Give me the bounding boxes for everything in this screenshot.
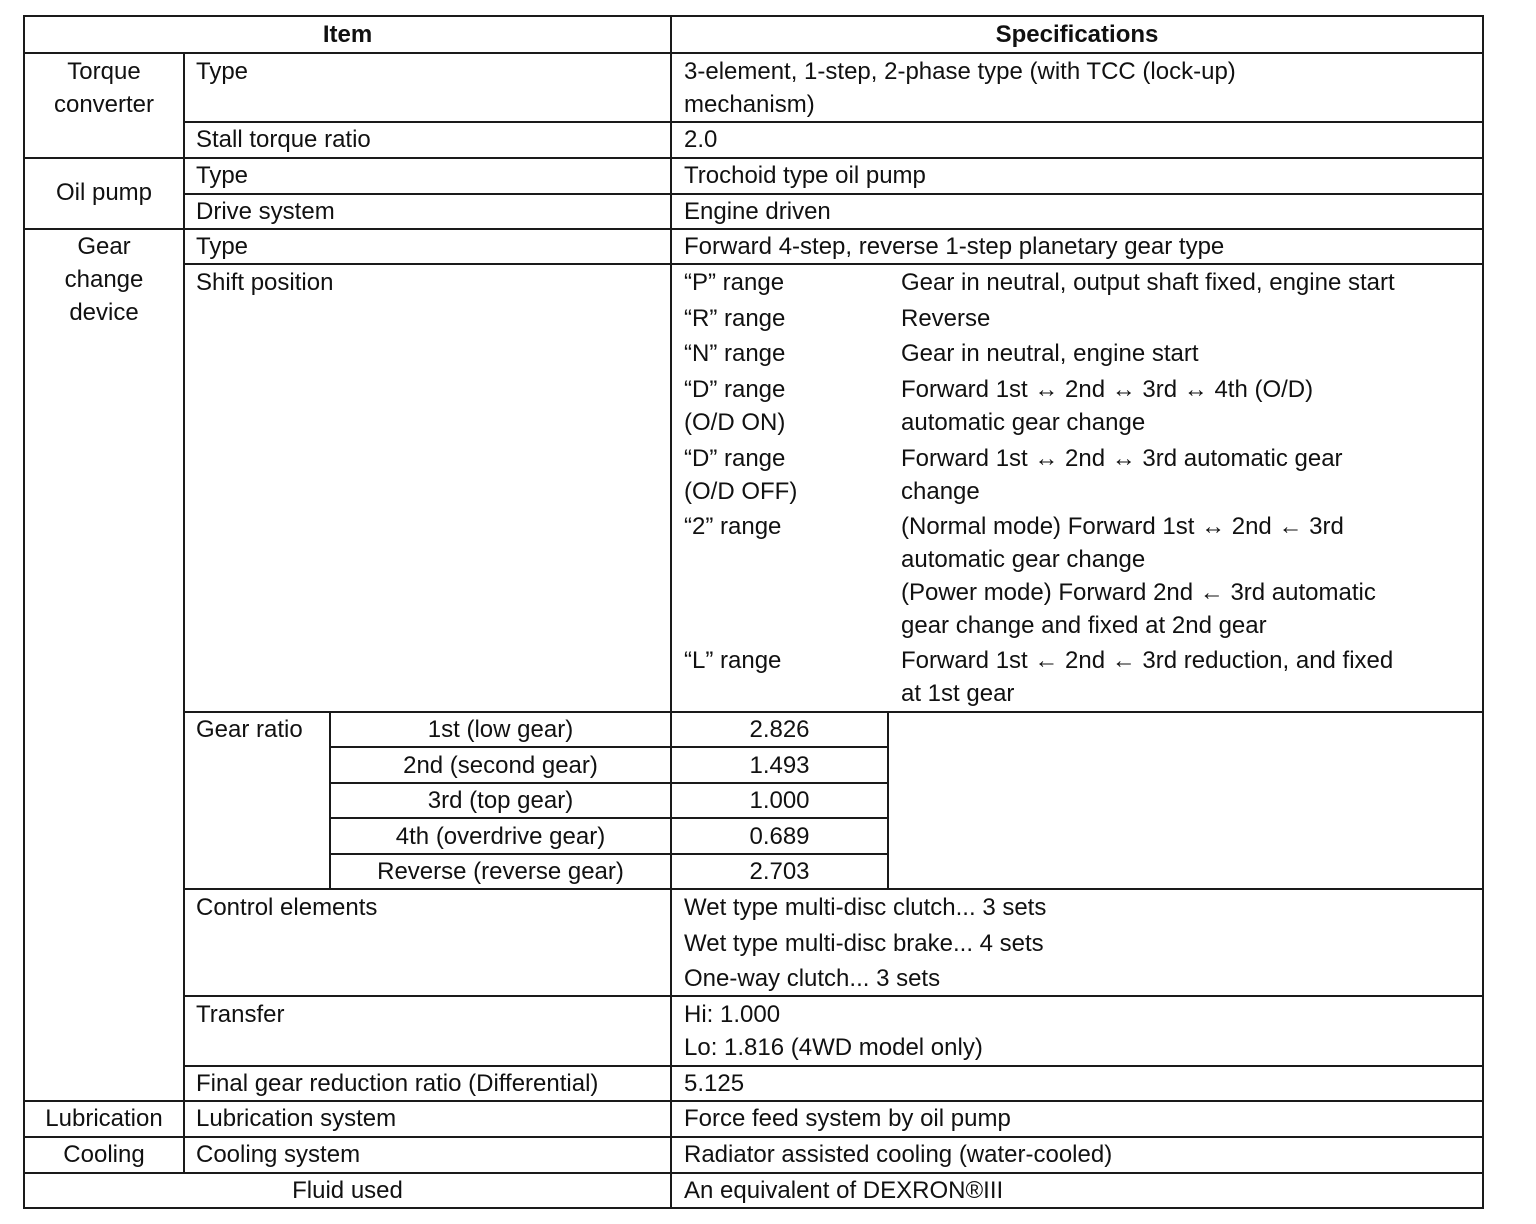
shift-desc: (Normal mode) Forward 1st ↔ 2nd ← 3rd — [901, 513, 1344, 540]
row-value: Hi: 1.000 — [684, 1001, 781, 1028]
row-value: mechanism) — [684, 91, 815, 118]
shift-range: (O/D OFF) — [684, 478, 798, 505]
shift-desc: automatic gear change — [901, 546, 1146, 573]
header-specifications: Specifications — [995, 21, 1159, 48]
row-value: Lo: 1.816 (4WD model only) — [684, 1034, 983, 1061]
rule — [183, 193, 1484, 195]
row-label: Final gear reduction ratio (Differential) — [196, 1070, 599, 1097]
shift-range: “L” range — [684, 647, 782, 674]
row-label: Type — [196, 162, 249, 189]
rule — [329, 746, 889, 748]
gear-ratio-value: 0.689 — [749, 823, 810, 850]
shift-desc: Forward 1st ↔ 2nd ↔ 3rd ↔ 4th (O/D) — [901, 376, 1314, 403]
row-label: Type — [196, 233, 249, 260]
row-value: Forward 4-step, reverse 1-step planetary gear type — [684, 233, 1225, 260]
row-label: Type — [196, 58, 249, 85]
row-value: Wet type multi-disc clutch... 3 sets — [684, 894, 1047, 921]
shift-desc: automatic gear change — [901, 409, 1146, 436]
rule — [183, 995, 1484, 997]
rule — [183, 263, 1484, 265]
shift-desc: Reverse — [901, 305, 991, 332]
shift-desc: (Power mode) Forward 2nd ← 3rd automatic — [901, 579, 1376, 606]
fluid-value: An equivalent of DEXRON®III — [684, 1177, 1004, 1204]
gear-name: 1st (low gear) — [427, 716, 574, 743]
gear-ratio-value: 1.000 — [749, 787, 810, 814]
rule — [23, 1207, 1484, 1209]
shift-desc: Gear in neutral, output shaft fixed, engine start — [901, 269, 1395, 296]
shift-range: “P” range — [684, 269, 785, 296]
gear-name: 4th (overdrive gear) — [395, 823, 606, 850]
row-value: Trochoid type oil pump — [684, 162, 926, 189]
row-value: Wet type multi-disc brake... 4 sets — [684, 930, 1044, 957]
shift-desc: Forward 1st ← 2nd ← 3rd reduction, and fixed — [901, 647, 1394, 674]
shift-range: “2” range — [684, 513, 782, 540]
row-label: Control elements — [196, 894, 378, 921]
section-label: device — [69, 299, 139, 326]
shift-desc: gear change and fixed at 2nd gear — [901, 612, 1267, 639]
row-value: 3-element, 1-step, 2-phase type (with TCC (lock-up) — [684, 58, 1236, 85]
row-value: One-way clutch... 3 sets — [684, 965, 941, 992]
rule — [183, 121, 1484, 123]
row-value: Radiator assisted cooling (water-cooled) — [684, 1141, 1113, 1168]
header-item: Item — [322, 21, 373, 48]
section-label: Gear — [77, 233, 131, 260]
rule — [183, 52, 185, 1173]
gear-ratio-value: 2.826 — [749, 716, 810, 743]
rule — [23, 52, 1484, 54]
rule — [329, 817, 889, 819]
section-label: Oil pump — [55, 179, 153, 206]
gear-name: Reverse (reverse gear) — [377, 858, 624, 885]
row-value: Force feed system by oil pump — [684, 1105, 1011, 1132]
section-label: change — [64, 266, 144, 293]
shift-desc: change — [901, 478, 980, 505]
gear-ratio-value: 2.703 — [749, 858, 810, 885]
row-value: 2.0 — [684, 126, 718, 153]
shift-range: (O/D ON) — [684, 409, 786, 436]
gear-ratio-value: 1.493 — [749, 752, 810, 779]
rule — [23, 15, 1484, 17]
shift-desc: at 1st gear — [901, 680, 1015, 707]
row-label: Stall torque ratio — [196, 126, 371, 153]
row-label: Cooling system — [196, 1141, 361, 1168]
shift-range: “N” range — [684, 340, 786, 367]
row-label: Drive system — [196, 198, 335, 225]
shift-desc: Forward 1st ↔ 2nd ↔ 3rd automatic gear — [901, 445, 1343, 472]
section-label: Torque — [67, 58, 141, 85]
rule — [183, 888, 1484, 890]
shift-range: “D” range — [684, 376, 786, 403]
gear-name: 2nd (second gear) — [403, 752, 598, 779]
shift-range: “D” range — [684, 445, 786, 472]
row-label: Transfer — [196, 1001, 285, 1028]
rule — [887, 711, 889, 889]
fluid-label: Fluid used — [292, 1177, 403, 1204]
shift-range: “R” range — [684, 305, 786, 332]
row-value: 5.125 — [684, 1070, 745, 1097]
section-label: Cooling — [63, 1141, 145, 1168]
row-label: Shift position — [196, 269, 334, 296]
section-label: converter — [53, 91, 155, 118]
gear-name: 3rd (top gear) — [427, 787, 574, 814]
row-label: Lubrication system — [196, 1105, 397, 1132]
section-label: Lubrication — [45, 1105, 163, 1132]
row-value: Engine driven — [684, 198, 831, 225]
shift-desc: Gear in neutral, engine start — [901, 340, 1199, 367]
gear-ratio-label: Gear ratio — [196, 716, 303, 743]
